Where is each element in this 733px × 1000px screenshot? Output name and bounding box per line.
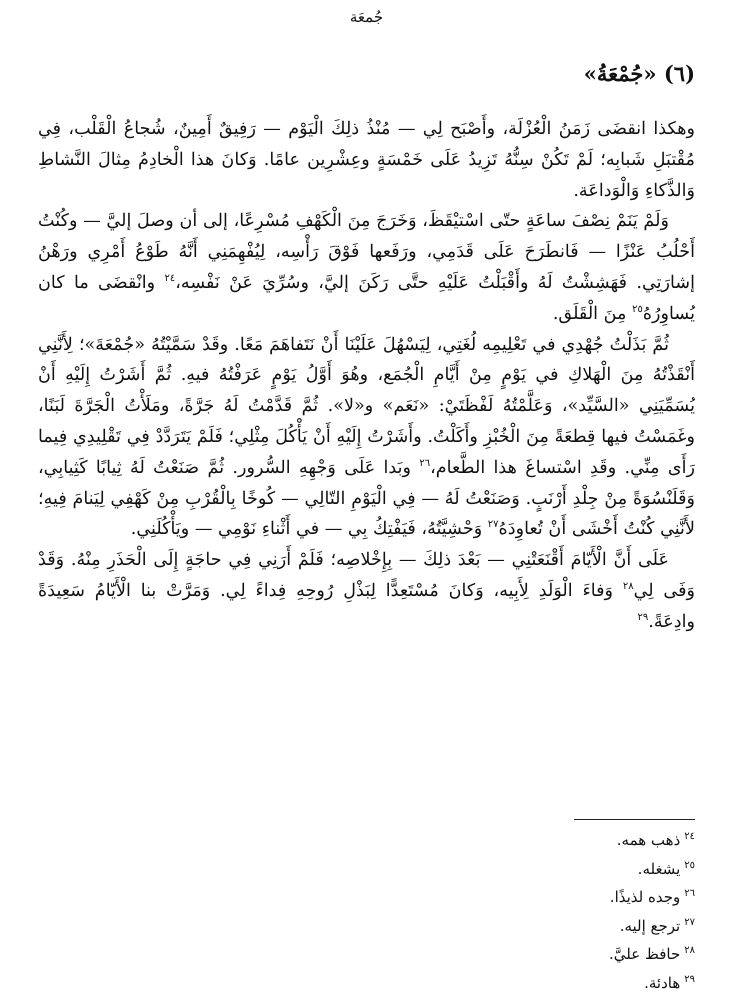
paragraph — [38, 545, 695, 637]
footnote-text: ترجع إليه. — [619, 916, 681, 935]
footnote-text: وجده لذيذًا. — [609, 888, 681, 907]
footnote-number: ٢٥ — [684, 859, 695, 871]
paragraph-text: وبَدا عَلَى وَجْهِهِ السُّرور. ثُمَّ صَنَعْتُ لَهُ ثِيابًا كَثِيابِي، وَقَلَنْسُوَةً مِنْ جِلْدِ أَرْنَبٍ. وَصَنَعْتُ لَهُ — فِي الْيَوْمِ التّالِي — كُوخًا بِالْقُرْبِ مِنْ كَهْفِي لِيَنامَ فِيهِ؛ لأَنَّنِي كُنْتُ أَخْشَى أَنْ تُعاوِدَهُ — [38, 457, 695, 540]
footnote-number: ٢٨ — [684, 945, 695, 957]
footnote-reference: ٢٩ — [637, 611, 649, 623]
paragraph-text: مِنَ الْقَلَق. — [552, 303, 633, 324]
footnote — [295, 940, 695, 969]
footnotes — [295, 826, 695, 998]
paragraph — [38, 114, 695, 206]
chapter-title: (٦) «جُمْعَةُ» — [583, 61, 695, 86]
footnote-separator — [574, 819, 695, 820]
footnote — [295, 826, 695, 855]
footnote — [295, 883, 695, 912]
paragraph-text: وَلَمْ يَنَمْ نِصْفَ ساعَةٍ حتّى اسْتيْقَظَ، وَخَرَجَ مِنَ الْكَهْفِ مُسْرِعًا، إلى أن وصلَ إليَّ — وكُنْتُ أَحْلُبُ عَنْزًا — فَانطَرَحَ عَلَى قَدَمِي، ورَفَعها فَوْقَ رَأْسِه، لِيُفْهِمَنِي أَنَّهُ طَوْعُ أَمْرِي ورَهْنُ إشارَتِي. فَهَشِشْتُ لَهُ وأَقْبَلْتُ عَلَيْهِ حتَّى رَكَنَ إليَّ، وسُرِّيَ عَنْ نَفْسِه، — [38, 211, 695, 293]
footnote-reference: ٢٥ — [632, 303, 643, 315]
footnote-reference: ٢٨ — [622, 581, 634, 593]
footnote-reference: ٢٤ — [164, 273, 176, 285]
paragraph-text: عَلَى أَنَّ الْأَيّامَ أَقْنَعَتْنِي — بَعْدَ ذلِكَ — بِإِخْلاصِه؛ فَلَمْ أَرَنِي فِي حاجَةٍ إِلَى الْحَذَرِ مِنْهُ. وَقَدْ وَفَى لِي — [38, 550, 695, 601]
footnote-number: ٢٤ — [684, 831, 695, 842]
footnote-text: ذهب همه. — [616, 831, 681, 849]
paragraph — [38, 206, 695, 329]
paragraph — [38, 330, 695, 546]
body-text — [38, 114, 695, 638]
paragraph-text: ثُمَّ بَذَلْتُ جُهْدِي في تَعْلِيمِه لُغَتِي، لِيَسْهُلَ عَلَيْنَا أَنْ نَتَفاهَمَ مَعًا. وقَدْ سَمَّيْتُهُ «جُمْعَةَ»؛ لِأَنَّنِي أَنْقَذْتُهُ مِنَ الْهَلاكِ في يَوْمٍ مِنْ أَيَّامِ الْجُمَع، وهُوَ أَوَّلُ يَوْمٍ عَرَفْتُهُ فيهِ. ثُمَّ أَشَرْتُ إِلَيْهِ أَنْ يُسَمِّيَنِي «السَّيِّد»، وَعَلَّمْتُهُ لَفْظَتَيْ: «نَعَم» و«لا». ثُمَّ قَدَّمْتُ لَهُ جَرَّةً، ومَلَأْتُ الْجَرَّةَ لَبَنًا، وغَمَسْتُ فيها قِطعَةً مِنَ الْخُبْزِ وأَكَلْتُ. وأَشَرْتُ إِلَيْهِ أَنْ يَأْكُلَ مِثْلِي؛ فَلَمْ يَتَرَدَّدْ فِي تَقْلِيدِي فِيما رَأَى مِنِّي. وقَدِ اسْتساغَ هذا الطَّعام، — [38, 334, 695, 478]
footnote-reference: ٢٦ — [419, 457, 431, 469]
footnote-number: ٢٦ — [684, 888, 695, 900]
footnote-text: هادئة. — [644, 973, 681, 992]
footnote-number: ٢٩ — [684, 973, 695, 985]
paragraph-text: وانْقضَى ما كان يُساوِرُهُ — [38, 272, 695, 324]
running-head: جُمعَة — [349, 8, 384, 26]
paragraph-text: وَحْشِيَّتُهُ، فَيَفْتِكُ بِي — في أَثْناءِ نَوْمِي — ويَأْكُلَنِي. — [130, 519, 488, 540]
footnote-text: يشغله. — [637, 859, 681, 878]
footnote-text: حافظ عليَّ. — [609, 945, 681, 964]
footnote-reference: ٢٧ — [487, 519, 499, 531]
paragraph-text: وَفاءَ الْوَلَدِ لِأَبِيه، وَكانَ مُسْتَعِدًّا لِبَذْلِ رُوحِهِ فِداءً لِي. وَمَرَّتْ بنا الْأَيّامُ سَعِيدَةً وادِعَةً. — [38, 580, 695, 632]
footnote-number: ٢٧ — [684, 916, 695, 928]
footnote — [295, 855, 695, 884]
footnote — [295, 912, 695, 941]
paragraph-text: وهكذا انقضَى زَمَنُ الْعُزْلَة، وأَصْبَح لِي — مُنْذُ ذلِكَ الْيَوْم — رَفِيقٌ أَمِينٌ، شُجاعُ الْقَلْب، فِي مُقْتبَلِ شَبابِه؛ لَمْ تَكُنْ سِنُّهُ تَزِيدُ عَلَى خَمْسَةٍ وعِشْرِين عامًا. وَكانَ هذا الْخادِمُ مِثالَ النَّشاطِ وَالذَّكاءِ وَالْوَداعَة. — [38, 119, 695, 201]
footnote — [295, 969, 695, 998]
